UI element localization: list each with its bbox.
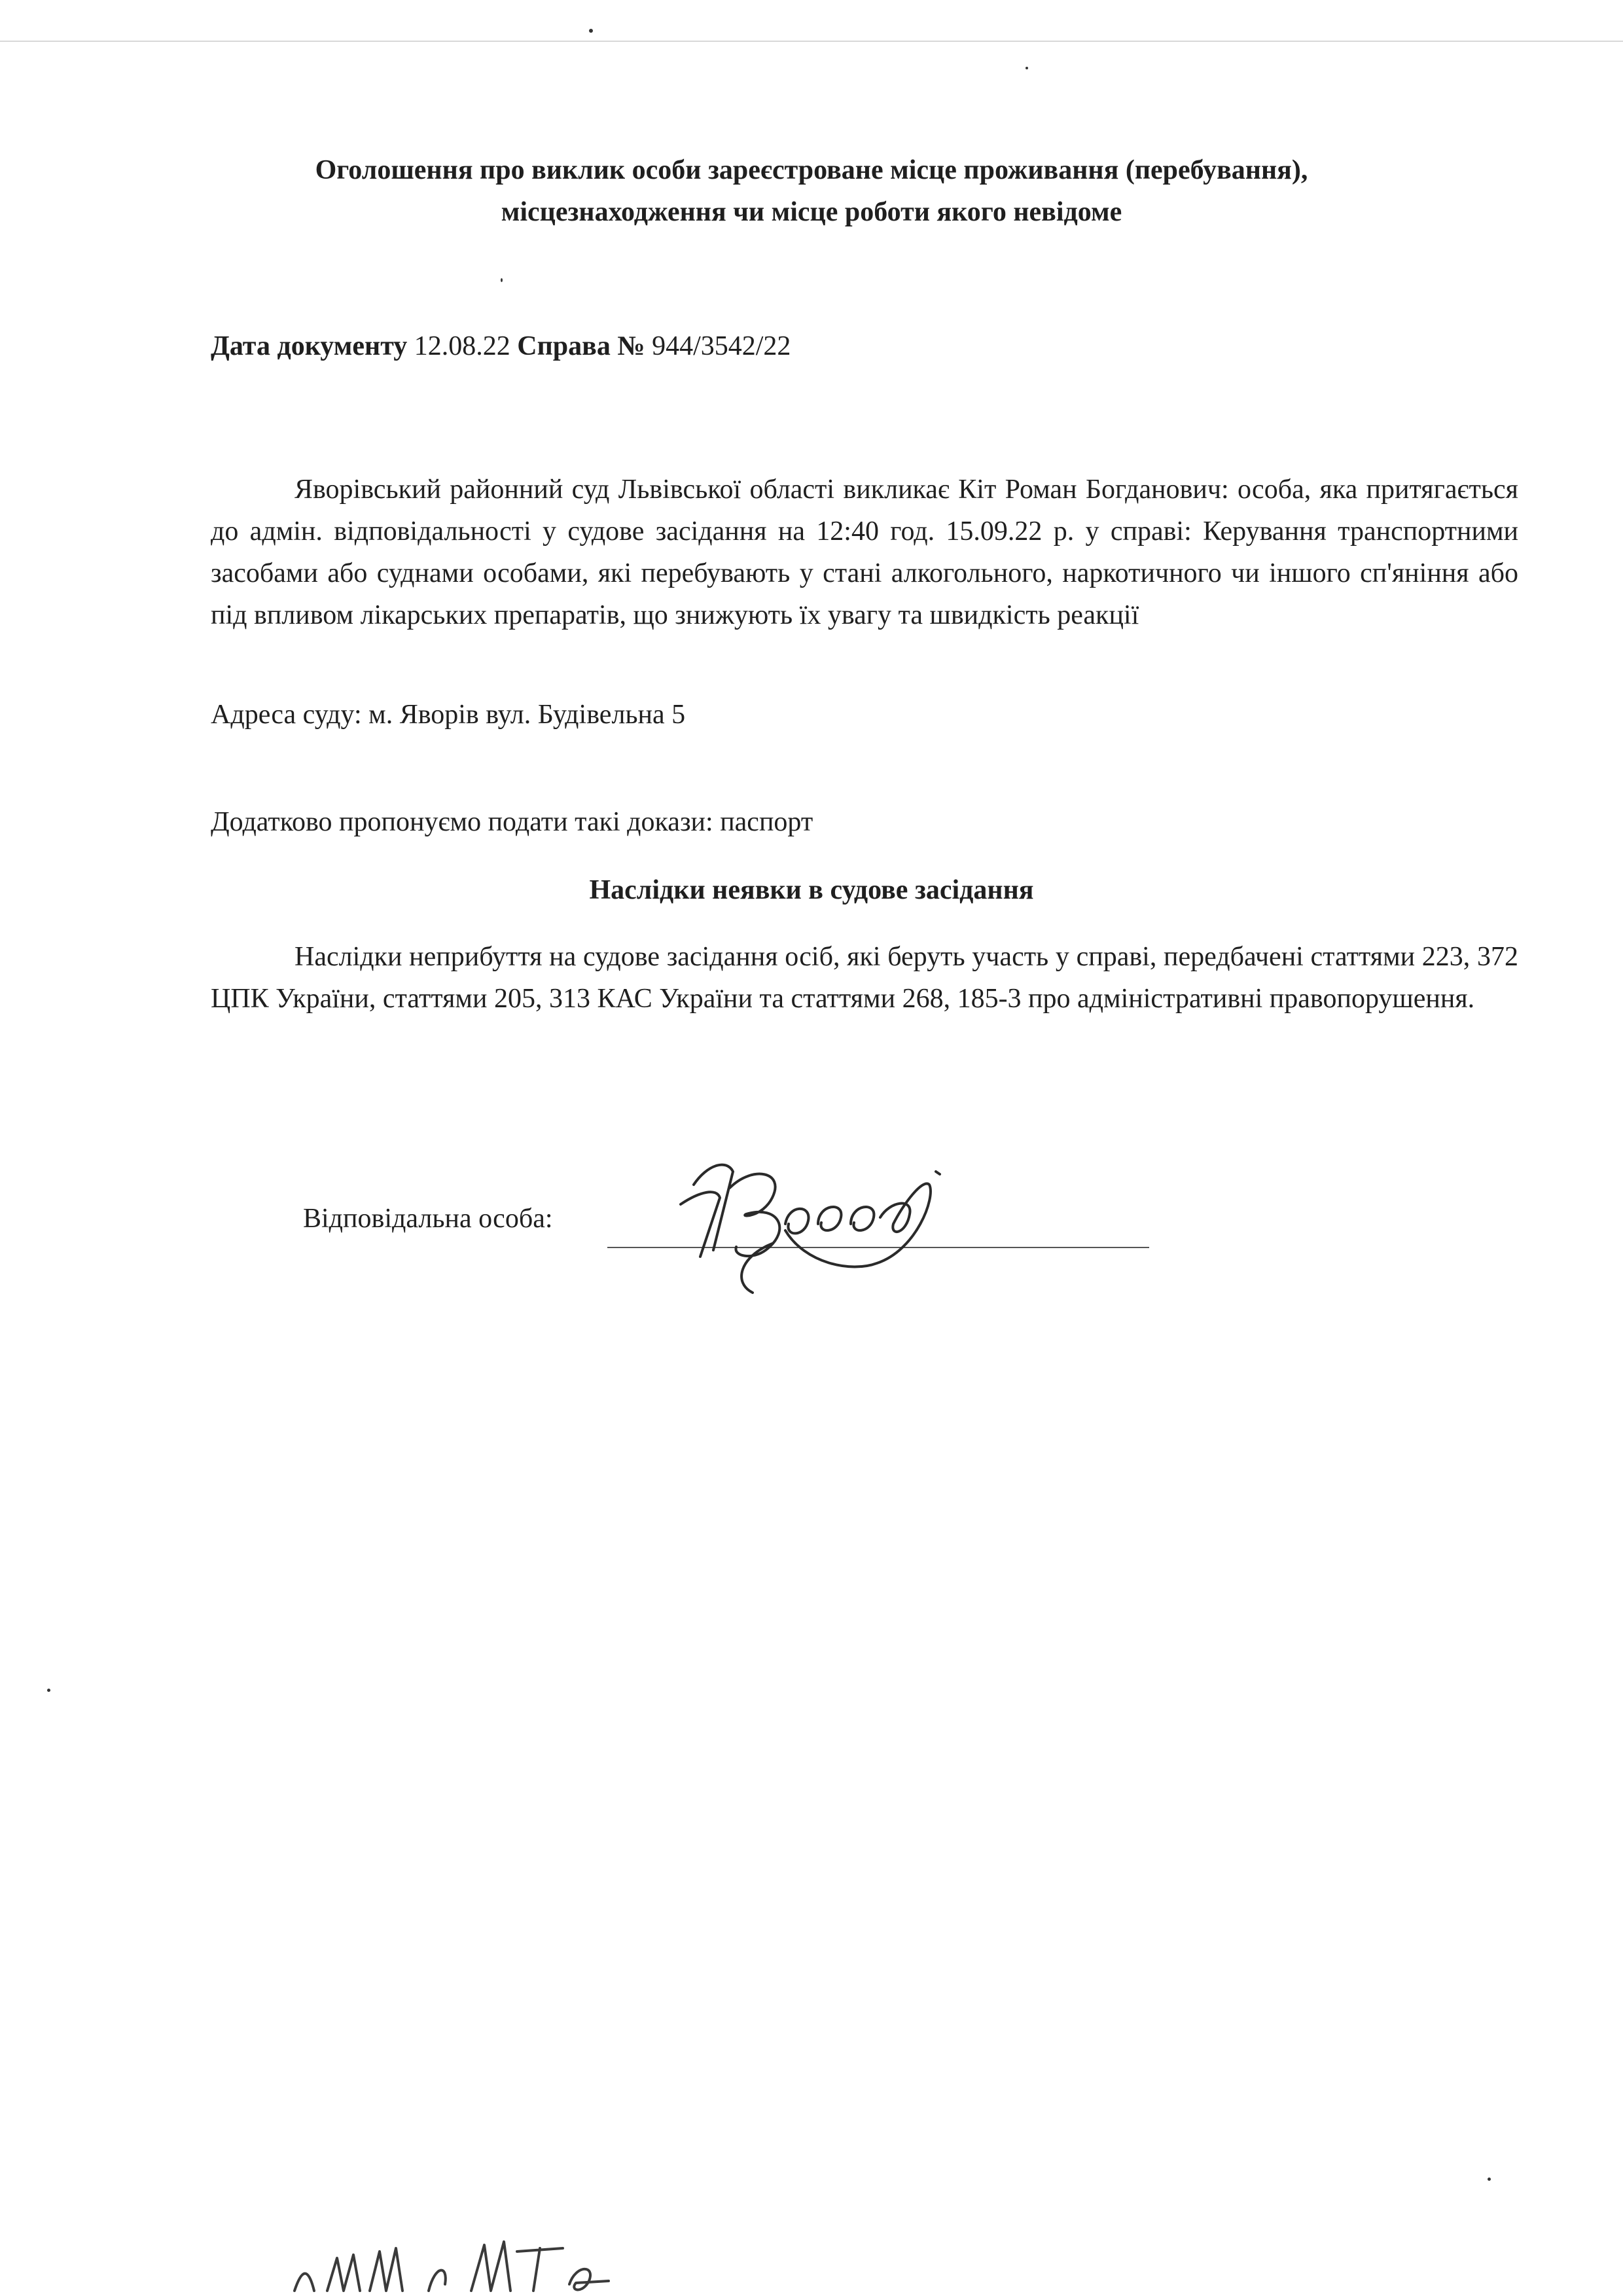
scan-page-edge — [0, 41, 1623, 42]
date-label: Дата документу — [211, 331, 408, 361]
document-title-line-1: Оголошення про виклик особи зареєстроване місце проживання (перебування), — [315, 155, 1308, 185]
handwritten-scribble — [288, 2219, 628, 2296]
document-title — [196, 149, 1427, 233]
scan-speck — [589, 29, 593, 33]
scan-speck — [501, 278, 503, 282]
evidence-request: Додатково пропонуємо подати такі докази: паспорт — [211, 807, 813, 837]
date-value: 12.08.22 — [414, 331, 510, 361]
consequences-paragraph: Наслідки неприбуття на судове засідання осіб, які беруть участь у справі, передбачені статтями 223, 372 ЦПК України, статтями 205, 313 КАС України та статтями 268, 185-3 про адміністративні правопорушення. — [211, 942, 1518, 1014]
handwritten-signature — [654, 1126, 1021, 1296]
consequences-heading: Наслідки неявки в судове засідання — [589, 875, 1034, 905]
case-label: Справа № — [517, 331, 645, 361]
document-meta — [211, 331, 791, 362]
summons-paragraph: Яворівський районний суд Львівської області викликає Кіт Роман Богданович: особа, яка притягається до адмін. відповідальності у судове засідання на 12:40 год. 15.09.22 р. у справі: Керування транспортними засобами або суднами особами, які перебувають у стані алкогольного, наркотичного чи іншого сп'яніння або під впливом лікарських препаратів, що знижують їх увагу та швидкість реакції — [211, 475, 1518, 630]
scan-speck — [47, 1689, 50, 1692]
scan-speck — [1488, 2178, 1491, 2181]
document-title-line-2: місцезнаходження чи місце роботи якого невідоме — [501, 197, 1122, 227]
case-number: 944/3542/22 — [652, 331, 791, 361]
scan-speck — [1026, 67, 1028, 69]
responsible-person-label: Відповідальна особа: — [303, 1204, 553, 1234]
court-address: Адреса суду: м. Яворів вул. Будівельна 5 — [211, 700, 686, 730]
